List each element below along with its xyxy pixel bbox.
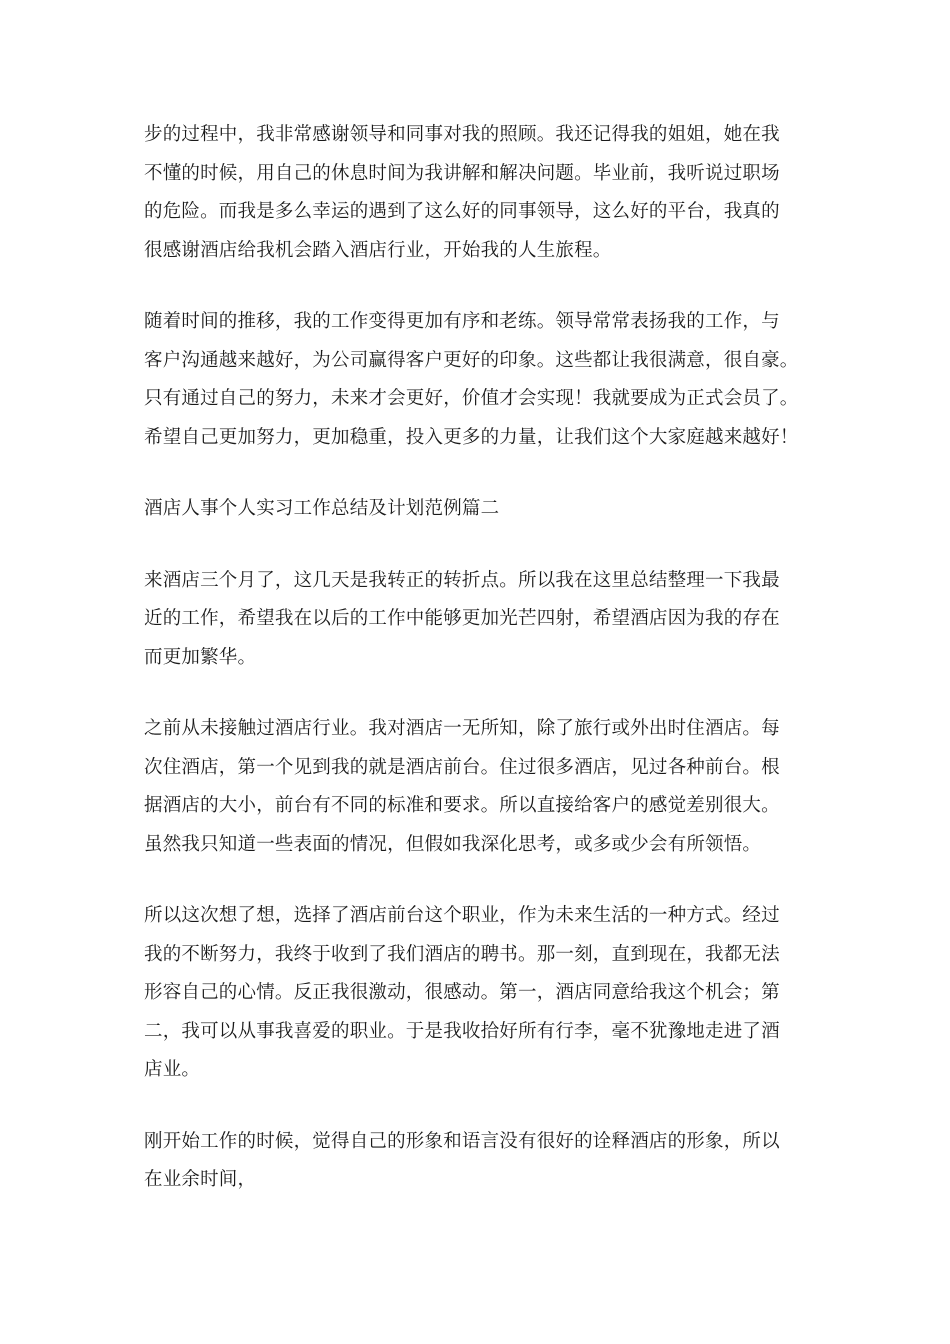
paragraph — [144, 1123, 814, 1200]
paragraph-spacer — [144, 270, 814, 303]
paragraph — [144, 562, 814, 678]
text-line: 近的工作，希望我在以后的工作中能够更加光芒四射，希望酒店因为我的存在 — [144, 608, 780, 629]
text-line: 只有通过自己的努力，未来才会更好，价值才会实现！我就要成为正式会员了。 — [144, 388, 799, 409]
text-line: 二，我可以从事我喜爱的职业。于是我收拾好所有行李，毫不犹豫地走进了酒 — [144, 1020, 780, 1042]
text-line: 我的不断努力，我终于收到了我们酒店的聘书。那一刻，直到现在，我都无法 — [144, 943, 780, 965]
paragraph — [144, 116, 814, 270]
text-line: 形容自己的心情。反正我很激动，很感动。第一，酒店同意给我这个机会；第 — [144, 982, 780, 1003]
paragraph — [144, 710, 814, 864]
text-line: 刚开始工作的时候，觉得自己的形象和语言没有很好的诠释酒店的形象，所以 — [144, 1130, 780, 1152]
text-line: 虽然我只知道一些表面的情况，但假如我深化思考，或多或少会有所领悟。 — [144, 833, 762, 855]
paragraph-spacer — [144, 677, 814, 710]
text-line: 店业。 — [144, 1059, 201, 1080]
text-line: 在业余时间， — [144, 1169, 257, 1190]
text-line: 客户沟通越来越好，为公司赢得客户更好的印象。这些都让我很满意，很自豪。 — [144, 349, 799, 371]
text-line: 步的过程中，我非常感谢领导和同事对我的照顾。我还记得我的姐姐，她在我 — [144, 124, 780, 145]
document-body — [144, 116, 814, 1200]
text-line: 来酒店三个月了，这几天是我转正的转折点。所以我在这里总结整理一下我最 — [144, 569, 780, 591]
paragraph — [144, 303, 814, 457]
paragraph-spacer — [144, 457, 814, 490]
text-line: 不懂的时候，用自己的休息时间为我讲解和解决问题。毕业前，我听说过职场 — [144, 162, 780, 184]
text-line: 之前从未接触过酒店行业。我对酒店一无所知，除了旅行或外出时住酒店。每 — [144, 718, 780, 739]
text-line: 次住酒店，第一个见到我的就是酒店前台。住过很多酒店，见过各种前台。根 — [144, 756, 780, 778]
text-line: 所以这次想了想，选择了酒店前台这个职业，作为未来生活的一种方式。经过 — [144, 905, 780, 926]
paragraph-spacer — [144, 864, 814, 897]
text-line: 的危险。而我是多么幸运的遇到了这么好的同事领导，这么好的平台，我真的 — [144, 201, 780, 222]
paragraph — [144, 897, 814, 1090]
paragraph-spacer — [144, 1090, 814, 1123]
paragraph-spacer — [144, 529, 814, 562]
heading-text: 酒店人事个人实习工作总结及计划范例篇二 — [144, 498, 500, 519]
text-line: 希望自己更加努力，更加稳重，投入更多的力量，让我们这个大家庭越来越好！ — [144, 426, 799, 448]
text-line: 而更加繁华。 — [144, 646, 257, 668]
text-line: 随着时间的推移，我的工作变得更加有序和老练。领导常常表扬我的工作，与 — [144, 311, 780, 332]
section-heading — [144, 490, 814, 529]
text-line: 很感谢酒店给我机会踏入酒店行业，开始我的人生旅程。 — [144, 239, 612, 261]
text-line: 据酒店的大小，前台有不同的标准和要求。所以直接给客户的感觉差别很大。 — [144, 795, 780, 816]
